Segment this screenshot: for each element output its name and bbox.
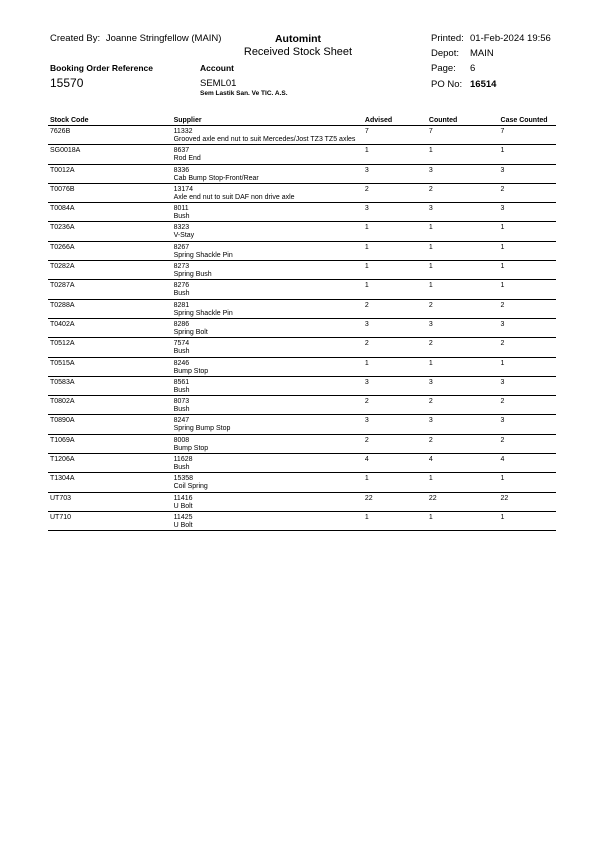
item-description: Bush (173, 406, 190, 414)
item-description: Bump Stop (173, 367, 209, 375)
supplier-cell (172, 126, 363, 145)
item-description: Bush (173, 464, 190, 472)
table-row (48, 492, 556, 511)
supplier-number: 8561 (173, 378, 190, 386)
case-counted-cell: 1 (499, 261, 556, 280)
item-description: Spring Shackle Pin (173, 251, 233, 259)
supplier-cell (172, 222, 363, 241)
supplier-number: 11425 (173, 513, 193, 521)
counted-cell: 2 (427, 338, 499, 357)
account-label: Account (200, 63, 234, 73)
advised-cell: 1 (363, 511, 427, 530)
advised-cell: 1 (363, 357, 427, 376)
stock-code-cell: T0515A (48, 357, 172, 376)
counted-cell: 1 (427, 145, 499, 164)
created-by (50, 33, 221, 44)
supplier-cell (172, 434, 363, 453)
supplier-number: 11628 (173, 456, 193, 464)
col-stock-code: Stock Code (48, 114, 172, 126)
table-row (48, 338, 556, 357)
table-row (48, 511, 556, 530)
table-row (48, 145, 556, 164)
stock-code-cell: 7626B (48, 126, 172, 145)
counted-cell: 2 (427, 434, 499, 453)
case-counted-cell: 1 (499, 473, 556, 492)
stock-code-cell: T0236A (48, 222, 172, 241)
table-row (48, 396, 556, 415)
stock-code-cell: T1069A (48, 434, 172, 453)
counted-cell: 1 (427, 222, 499, 241)
stock-code-cell: T0287A (48, 280, 172, 299)
case-counted-cell: 22 (499, 492, 556, 511)
advised-cell: 1 (363, 280, 427, 299)
table-row (48, 261, 556, 280)
counted-cell: 22 (427, 492, 499, 511)
case-counted-cell: 1 (499, 357, 556, 376)
table-row (48, 164, 556, 183)
case-counted-cell: 2 (499, 299, 556, 318)
counted-cell: 3 (427, 376, 499, 395)
counted-cell: 3 (427, 203, 499, 222)
depot-value: MAIN (470, 48, 494, 59)
supplier-cell (172, 454, 363, 473)
created-by-label: Created By: (50, 33, 101, 44)
supplier-cell (172, 280, 363, 299)
case-counted-cell: 2 (499, 338, 556, 357)
advised-cell: 3 (363, 376, 427, 395)
item-description: Cab Bump Stop-Front/Rear (173, 174, 259, 182)
created-by-value: Joanne Stringfellow (MAIN) (105, 33, 222, 44)
supplier-number: 8336 (173, 166, 190, 174)
stock-code-cell: T1206A (48, 454, 172, 473)
depot-label: Depot: (431, 48, 459, 59)
item-description: Spring Shackle Pin (173, 309, 233, 317)
case-counted-cell: 1 (499, 280, 556, 299)
stock-code-cell: T0402A (48, 318, 172, 337)
stock-code-cell: T0288A (48, 299, 172, 318)
item-description: U Bolt (173, 502, 193, 510)
table-row (48, 376, 556, 395)
counted-cell: 4 (427, 454, 499, 473)
supplier-cell (172, 376, 363, 395)
case-counted-cell: 4 (499, 454, 556, 473)
table-row (48, 434, 556, 453)
supplier-cell (172, 415, 363, 434)
advised-cell: 7 (363, 126, 427, 145)
table-row (48, 203, 556, 222)
table-row (48, 454, 556, 473)
counted-cell: 1 (427, 511, 499, 530)
advised-cell: 4 (363, 454, 427, 473)
counted-cell: 7 (427, 126, 499, 145)
case-counted-cell: 1 (499, 241, 556, 260)
table-row (48, 357, 556, 376)
supplier-number: 11416 (173, 494, 193, 502)
stock-code-cell: T0266A (48, 241, 172, 260)
stock-code-cell: T0084A (48, 203, 172, 222)
stock-code-cell: T0012A (48, 164, 172, 183)
table-row (48, 415, 556, 434)
counted-cell: 1 (427, 473, 499, 492)
item-description: V-Stay (173, 232, 195, 240)
case-counted-cell: 2 (499, 434, 556, 453)
stock-code-cell: UT703 (48, 492, 172, 511)
col-case-counted: Case Counted (499, 114, 556, 126)
item-description: Axle end nut to suit DAF non drive axle (173, 193, 295, 201)
case-counted-cell: 3 (499, 164, 556, 183)
po-value: 16514 (470, 79, 497, 90)
page-value: 6 (470, 63, 476, 74)
stock-table (48, 114, 556, 531)
supplier-number: 8246 (173, 359, 190, 367)
item-description: Bush (173, 348, 190, 356)
table-row (48, 299, 556, 318)
col-supplier: Supplier (172, 114, 363, 126)
page-label: Page: (431, 63, 456, 74)
booking-ref-value: 15570 (50, 76, 84, 90)
case-counted-cell: 7 (499, 126, 556, 145)
supplier-cell (172, 492, 363, 511)
stock-code-cell: T0512A (48, 338, 172, 357)
sheet-title: Received Stock Sheet (243, 46, 353, 58)
supplier-cell (172, 261, 363, 280)
supplier-number: 8276 (173, 282, 190, 290)
stock-code-cell: T1304A (48, 473, 172, 492)
advised-cell: 1 (363, 473, 427, 492)
supplier-number: 7574 (173, 340, 190, 348)
item-description: Grooved axle end nut to suit Mercedes/Jost TZ3 TZ5 axles (173, 136, 356, 143)
advised-cell: 2 (363, 299, 427, 318)
advised-cell: 2 (363, 183, 427, 202)
stock-code-cell: T0890A (48, 415, 172, 434)
advised-cell: 1 (363, 261, 427, 280)
advised-cell: 2 (363, 434, 427, 453)
case-counted-cell: 1 (499, 145, 556, 164)
advised-cell: 3 (363, 164, 427, 183)
counted-cell: 2 (427, 396, 499, 415)
counted-cell: 1 (427, 357, 499, 376)
advised-cell: 3 (363, 415, 427, 434)
advised-cell: 3 (363, 203, 427, 222)
case-counted-cell: 3 (499, 376, 556, 395)
supplier-number: 8008 (173, 436, 190, 444)
supplier-number: 15358 (173, 475, 194, 483)
supplier-cell (172, 203, 363, 222)
stock-code-cell: T0282A (48, 261, 172, 280)
account-code: SEML01 (200, 78, 237, 89)
item-description: Rod End (173, 155, 201, 163)
supplier-cell (172, 299, 363, 318)
case-counted-cell: 2 (499, 183, 556, 202)
case-counted-cell: 3 (499, 203, 556, 222)
supplier-cell (172, 396, 363, 415)
item-description: Bump Stop (173, 444, 209, 452)
col-advised: Advised (363, 114, 427, 126)
supplier-number: 13174 (173, 185, 194, 193)
case-counted-cell: 2 (499, 396, 556, 415)
printed-value: 01-Feb-2024 19:56 (470, 33, 551, 44)
supplier-cell (172, 183, 363, 202)
counted-cell: 3 (427, 318, 499, 337)
supplier-cell (172, 145, 363, 164)
stock-code-cell: T0076B (48, 183, 172, 202)
supplier-cell (172, 318, 363, 337)
printed-label: Printed: (431, 33, 464, 44)
table-row (48, 241, 556, 260)
item-description: Spring Bush (173, 271, 212, 279)
supplier-cell (172, 357, 363, 376)
item-description: U Bolt (173, 521, 193, 529)
po-label: PO No: (431, 79, 463, 90)
supplier-cell (172, 338, 363, 357)
table-row (48, 280, 556, 299)
case-counted-cell: 1 (499, 511, 556, 530)
supplier-number: 8323 (173, 224, 190, 232)
table-row (48, 222, 556, 241)
company-name: Automint (274, 33, 322, 45)
case-counted-cell: 1 (499, 222, 556, 241)
item-description: Bush (173, 290, 190, 298)
counted-cell: 3 (427, 415, 499, 434)
table-row (48, 183, 556, 202)
table-header-row (48, 114, 556, 126)
supplier-number: 8073 (173, 398, 190, 406)
item-description: Coil Spring (173, 483, 208, 491)
stock-code-cell: T0583A (48, 376, 172, 395)
advised-cell: 1 (363, 222, 427, 241)
supplier-number: 8637 (173, 147, 190, 155)
supplier-number: 8011 (173, 205, 189, 213)
stock-code-cell: UT710 (48, 511, 172, 530)
case-counted-cell: 3 (499, 318, 556, 337)
item-description: Spring Bolt (173, 328, 208, 336)
advised-cell: 2 (363, 338, 427, 357)
supplier-number: 11332 (173, 128, 193, 135)
advised-cell: 1 (363, 241, 427, 260)
stock-code-cell: SG0018A (48, 145, 172, 164)
table-row (48, 318, 556, 337)
col-counted: Counted (427, 114, 499, 126)
supplier-cell (172, 511, 363, 530)
advised-cell: 1 (363, 145, 427, 164)
account-name: Sem Lastik San. Ve TIC. A.S. (200, 90, 288, 97)
advised-cell: 22 (363, 492, 427, 511)
supplier-number: 8267 (173, 243, 190, 251)
table-row (48, 473, 556, 492)
supplier-cell (172, 164, 363, 183)
booking-ref-label: Booking Order Reference (50, 63, 153, 73)
supplier-number: 8273 (173, 263, 190, 271)
supplier-number: 8281 (173, 301, 190, 309)
counted-cell: 1 (427, 241, 499, 260)
counted-cell: 2 (427, 299, 499, 318)
supplier-cell (172, 473, 363, 492)
advised-cell: 3 (363, 318, 427, 337)
counted-cell: 3 (427, 164, 499, 183)
counted-cell: 1 (427, 261, 499, 280)
counted-cell: 1 (427, 280, 499, 299)
item-description: Bush (173, 213, 190, 221)
supplier-cell (172, 241, 363, 260)
item-description: Bush (173, 386, 190, 394)
stock-code-cell: T0802A (48, 396, 172, 415)
supplier-number: 8247 (173, 417, 190, 425)
table-body (48, 126, 556, 531)
advised-cell: 2 (363, 396, 427, 415)
supplier-number: 8286 (173, 320, 190, 328)
item-description: Spring Bump Stop (173, 425, 231, 433)
case-counted-cell: 3 (499, 415, 556, 434)
counted-cell: 2 (427, 183, 499, 202)
table-row (48, 126, 556, 145)
